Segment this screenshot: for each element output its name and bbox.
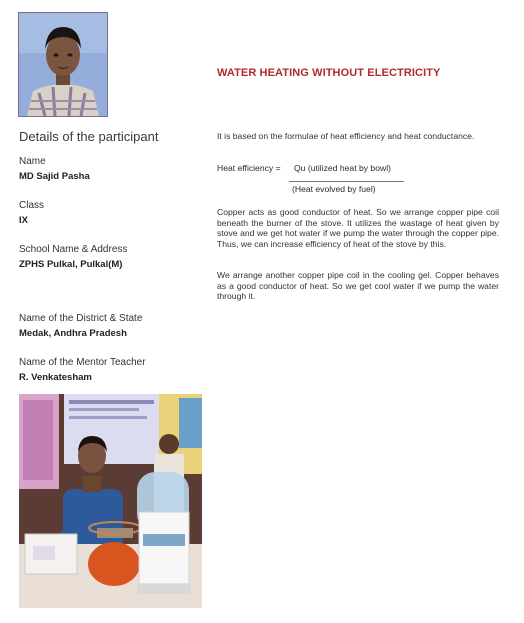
paragraph-copper-cooling: We arrange another copper pipe coil in the cooling gel. Copper behaves as a good conductor of heat. So we get cool water if we pump the water through it. (217, 270, 499, 301)
exhibit-photo (19, 394, 202, 608)
formula-numerator: Qu (utilized heat by bowl) (294, 163, 391, 173)
intro-paragraph: It is based on the formulae of heat efficiency and heat conductance. (217, 131, 475, 141)
formula-label: Heat efficiency = (217, 163, 281, 173)
district-label: Name of the District & State (19, 313, 143, 324)
school-label: School Name & Address (19, 244, 128, 255)
project-title: WATER HEATING WITHOUT ELECTRICITY (217, 67, 441, 79)
name-label: Name (19, 156, 46, 167)
fraction-bar (289, 181, 404, 182)
mentor-label: Name of the Mentor Teacher (19, 357, 146, 368)
name-value: MD Sajid Pasha (19, 171, 90, 182)
paragraph-copper-heating: Copper acts as good conductor of heat. So we arrange copper pipe coil beneath the burner of the stove. It utilizes the wastage of heat given by stove and we get hot water if we pump the water through the copper pipe. Thus, we can increase efficiency of heat of the stove by this. (217, 207, 499, 249)
participant-details-heading: Details of the participant (19, 129, 159, 144)
class-label: Class (19, 200, 45, 211)
district-value: Medak, Andhra Pradesh (19, 328, 127, 339)
school-value: ZPHS Pulkal, Pulkal(M) (19, 259, 123, 270)
participant-photo (18, 12, 108, 117)
class-value: IX (19, 215, 28, 226)
formula-denominator: (Heat evolved by fuel) (292, 184, 376, 194)
mentor-value: R. Venkatesham (19, 372, 92, 383)
